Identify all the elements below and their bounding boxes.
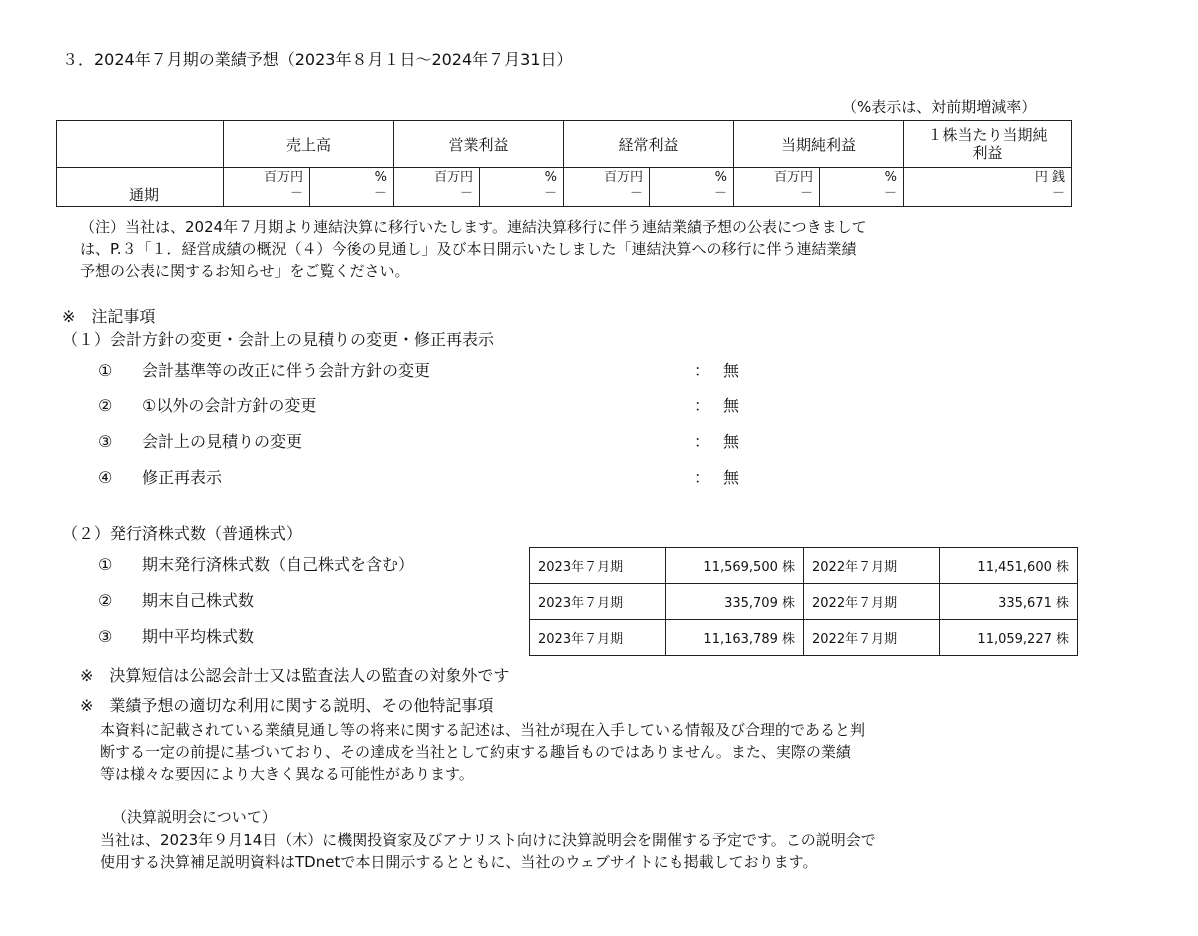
briefing-title: （決算説明会について） xyxy=(112,808,277,826)
shares-current: 335,709 株 xyxy=(666,584,804,620)
value-dash: － xyxy=(629,186,643,201)
period-prior: 2022年７月期 xyxy=(804,620,940,656)
forecast-table xyxy=(56,120,1072,207)
value-dash: － xyxy=(713,186,727,201)
sales-amount-cell xyxy=(224,168,310,207)
notes-title: ※ 注記事項 xyxy=(62,307,156,326)
value-dash: － xyxy=(543,186,557,201)
period-current: 2023年７月期 xyxy=(530,584,666,620)
item-label: 期末自己株式数 xyxy=(142,591,255,610)
ord-amount-cell xyxy=(564,168,650,207)
item-label: ①以外の会計方針の変更 xyxy=(142,396,317,415)
notes-sub1-title: （１）会計方針の変更・会計上の見積りの変更・修正再表示 xyxy=(62,330,495,349)
forecast-note-line-3: 予想の公表に関するお知らせ」をご覧ください。 xyxy=(80,262,410,280)
shares-current: 11,569,500 株 xyxy=(666,548,804,584)
table-row xyxy=(530,584,1078,620)
col-header-operating-profit: 営業利益 xyxy=(394,121,564,168)
table-corner xyxy=(57,121,224,168)
item-number: ① xyxy=(98,555,113,574)
unit-yen: 円 銭 xyxy=(1034,170,1065,185)
section-heading: ３．2024年７月期の業績予想（2023年８月１日～2024年７月31日） xyxy=(62,50,573,69)
value-dash: － xyxy=(883,186,897,201)
item-colon: ： xyxy=(694,432,711,451)
item-value: 無 xyxy=(723,396,740,415)
forecast-remarks-line-1: 本資料に記載されている業績見通し等の将来に関する記述は、当社が現在入手している情報及び合理的であると判 xyxy=(100,721,866,739)
forecast-remarks-line-2: 断する一定の前提に基づいており、その達成を当社として約束する趣旨ものではありません。また、実際の業績 xyxy=(100,743,851,761)
value-dash: － xyxy=(799,186,813,201)
table-row xyxy=(530,548,1078,584)
shares-prior: 335,671 株 xyxy=(940,584,1078,620)
forecast-note-line-1: （注）当社は、2024年７月期より連結決算に移行いたします。連結決算移行に伴う連結業績予想の公表につきまして xyxy=(80,218,867,236)
period-current: 2023年７月期 xyxy=(530,620,666,656)
briefing-line-2: 使用する決算補足説明資料はTDnetで本日開示するとともに、当社のウェブサイトにも掲載しております。 xyxy=(100,853,818,871)
shares-prior: 11,059,227 株 xyxy=(940,620,1078,656)
item-value: 無 xyxy=(723,361,740,380)
unit-pct: % xyxy=(884,170,897,185)
row-label-cell xyxy=(57,168,224,207)
col-header-ordinary-profit: 経常利益 xyxy=(564,121,734,168)
unit-million: 百万円 xyxy=(603,170,643,185)
op-amount-cell xyxy=(394,168,480,207)
item-number: ① xyxy=(98,361,113,380)
col-header-eps-line2: 利益 xyxy=(972,144,1003,162)
item-label: 期末発行済株式数（自己株式を含む） xyxy=(142,555,415,574)
ord-pct-cell xyxy=(650,168,734,207)
net-amount-cell xyxy=(734,168,820,207)
unit-million: 百万円 xyxy=(263,170,303,185)
table-row xyxy=(530,620,1078,656)
shares-current: 11,163,789 株 xyxy=(666,620,804,656)
forecast-note-line-2: は、P.３「１．経営成績の概況（４）今後の見通し」及び本日開示いたしました「連結決算への移行に伴う連結業績 xyxy=(80,240,857,258)
item-label: 期中平均株式数 xyxy=(142,627,255,646)
unit-pct: % xyxy=(544,170,557,185)
forecast-remarks-title: ※ 業績予想の適切な利用に関する説明、その他特記事項 xyxy=(80,696,494,715)
item-colon: ： xyxy=(694,468,711,487)
item-number: ② xyxy=(98,396,113,415)
forecast-remarks-line-3: 等は様々な要因により大きく異なる可能性があります。 xyxy=(100,765,474,783)
item-number: ② xyxy=(98,591,113,610)
col-header-sales: 売上高 xyxy=(224,121,394,168)
item-number: ③ xyxy=(98,432,113,451)
op-pct-cell xyxy=(480,168,564,207)
col-header-net-profit: 当期純利益 xyxy=(734,121,904,168)
unit-million: 百万円 xyxy=(773,170,813,185)
item-label: 会計基準等の改正に伴う会計方針の変更 xyxy=(142,361,431,380)
item-number: ④ xyxy=(98,468,113,487)
row-label: 通期 xyxy=(128,186,159,204)
item-number: ③ xyxy=(98,627,113,646)
shares-table xyxy=(529,547,1078,656)
unit-million: 百万円 xyxy=(433,170,473,185)
notes-sub2-title: （２）発行済株式数（普通株式） xyxy=(62,524,303,543)
unit-pct: % xyxy=(374,170,387,185)
net-pct-cell xyxy=(820,168,904,207)
item-value: 無 xyxy=(723,468,740,487)
period-prior: 2022年７月期 xyxy=(804,584,940,620)
item-colon: ： xyxy=(694,396,711,415)
value-dash: － xyxy=(373,186,387,201)
eps-cell xyxy=(904,168,1072,207)
item-colon: ： xyxy=(694,361,711,380)
value-dash: － xyxy=(1051,186,1065,201)
unit-pct: % xyxy=(714,170,727,185)
period-current: 2023年７月期 xyxy=(530,548,666,584)
briefing-line-1: 当社は、2023年９月14日（木）に機関投資家及びアナリスト向けに決算説明会を開催する予定です。この説明会で xyxy=(100,831,876,849)
item-label: 会計上の見積りの変更 xyxy=(142,432,303,451)
col-header-eps xyxy=(904,121,1072,168)
value-dash: － xyxy=(459,186,473,201)
percent-note: （%表示は、対前期増減率） xyxy=(842,98,1037,116)
value-dash: － xyxy=(289,186,303,201)
col-header-eps-line1: １株当たり当期純 xyxy=(927,126,1048,144)
shares-prior: 11,451,600 株 xyxy=(940,548,1078,584)
sales-pct-cell xyxy=(310,168,394,207)
item-label: 修正再表示 xyxy=(142,468,223,487)
audit-note: ※ 決算短信は公認会計士又は監査法人の監査の対象外です xyxy=(80,666,510,685)
period-prior: 2022年７月期 xyxy=(804,548,940,584)
item-value: 無 xyxy=(723,432,740,451)
